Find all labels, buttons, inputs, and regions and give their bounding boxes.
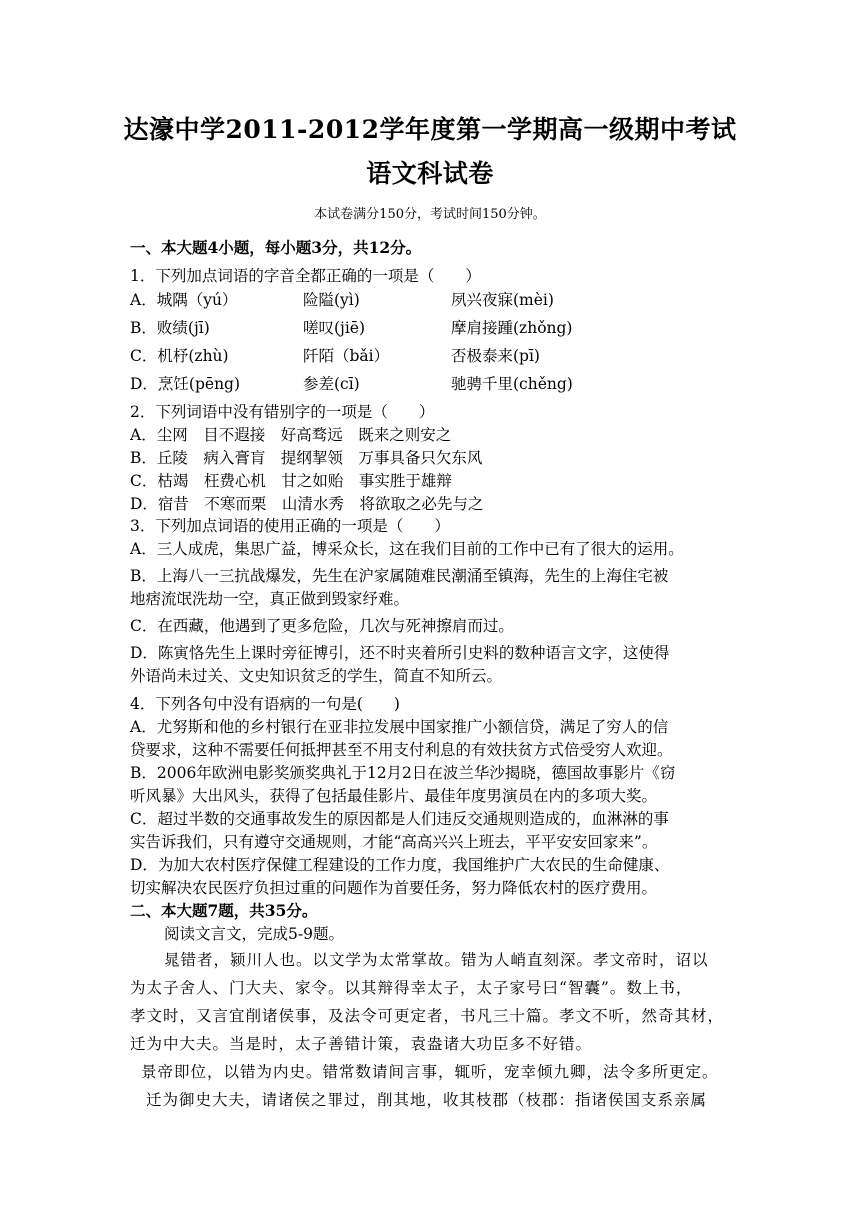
passage-line: 迁为御史大夫，请诸侯之罪过，削其地，收其枝郡（枝郡：指诸侯国支系亲属 bbox=[146, 1091, 708, 1109]
section-heading: 一、本大题4小题，每小题3分，共12分。 bbox=[130, 238, 422, 257]
question-stem: 4．下列各句中没有语病的一句是( ) bbox=[130, 695, 400, 713]
passage-line: 孝文时，又言宜削诸侯事，及法令可更定者，书凡三十篇。孝文不听，然奇其材， bbox=[130, 1007, 725, 1025]
option-line: D．陈寅恪先生上课时旁征博引，还不时夹着所引史料的数种语言文字，这使得 bbox=[130, 644, 670, 662]
option-line: A．三人成虎，集思广益，博采众长，这在我们目前的工作中已有了很大的运用。 bbox=[130, 540, 684, 558]
question-stem: 3．下列加点词语的使用正确的一项是（ ） bbox=[130, 517, 450, 535]
option-d-col1: D．烹饪(pēng) bbox=[130, 375, 241, 393]
exam-note: 本试卷满分150分，考试时间150分钟。 bbox=[314, 207, 546, 222]
passage-line: 迁为中大夫。当是时，太子善错计策，袁盎诸大功臣多不好错。 bbox=[130, 1035, 593, 1053]
option-line: 地痞流氓洗劫一空，真正做到毁家纾难。 bbox=[130, 590, 410, 608]
reading-intro: 阅读文言文，完成5-9题。 bbox=[164, 925, 344, 943]
option-line: D．为加大农村医疗保健工程建设的工作力度，我国维护广大农民的生命健康、 bbox=[130, 856, 670, 874]
option-b-col1: B．败绩(jī) bbox=[130, 319, 210, 337]
page-title-line2: 语文科试卷 bbox=[366, 159, 494, 188]
option-line: D．宿昔 不寒而栗 山清水秀 将欲取之必先与之 bbox=[130, 495, 484, 513]
option-c-col1: C．机杼(zhù) bbox=[130, 347, 229, 365]
option-a-col3: 夙兴夜寐(mèi) bbox=[451, 291, 554, 309]
option-d-col2: 参差(cī) bbox=[303, 375, 360, 393]
option-d-col3: 驰骋千里(chěng) bbox=[451, 375, 573, 393]
option-b-col2: 嗟叹(jiē) bbox=[303, 319, 366, 337]
option-line: C．在西藏，他遇到了更多危险，几次与死神擦肩而过。 bbox=[130, 617, 514, 635]
option-line: 贷要求，这种不需要任何抵押甚至不用支付利息的有效扶贫方式倍受穷人欢迎。 bbox=[130, 741, 673, 759]
option-line: C．超过半数的交通事故发生的原因都是人们违反交通规则造成的，血淋淋的事 bbox=[130, 810, 669, 828]
option-line: 切实解决农民医疗负担过重的问题作为首要任务，努力降低农村的医疗费用。 bbox=[130, 879, 658, 897]
option-c-col2: 阡陌（bǎi） bbox=[303, 347, 390, 365]
option-line: 实告诉我们，只有遵守交通规则，才能“高高兴兴上班去，平平安安回家来”。 bbox=[130, 833, 658, 851]
option-line: A．尤努斯和他的乡村银行在亚非拉发展中国家推广小额信贷，满足了穷人的信 bbox=[130, 718, 669, 736]
option-line: B．上海八一三抗战爆发，先生在沪家属随难民潮涌至镇海，先生的上海住宅被 bbox=[130, 567, 669, 585]
option-line: C．枯竭 枉费心机 甘之如贻 事实胜于雄辩 bbox=[130, 472, 452, 490]
passage-line: 为太子舍人、门大夫、家令。以其辩得幸太子，太子家号曰“智囊”。数上书， bbox=[130, 979, 693, 997]
option-line: B．2006年欧洲电影奖颁奖典礼于12月2日在波兰华沙揭晓，德国故事影片《窃 bbox=[130, 764, 676, 782]
page-title: 达濠中学2011-2012学年度第一学期高一级期中考试 bbox=[123, 115, 737, 144]
question-stem: 2．下列词语中没有错别字的一项是（ ） bbox=[130, 403, 435, 421]
option-line: 外语尚未过关、文史知识贫乏的学生，简直不知所云。 bbox=[130, 667, 503, 685]
option-b-col3: 摩肩接踵(zhǒng) bbox=[451, 319, 573, 337]
option-a-col2: 险隘(yì) bbox=[303, 291, 360, 309]
passage-line: 晁错者，颍川人也。以文学为太常掌故。错为人峭直刻深。孝文帝时，诏以 bbox=[164, 951, 709, 969]
section-heading: 二、本大题7题，共35分。 bbox=[130, 901, 318, 920]
option-line: 听风暴》大出风头，获得了包括最佳影片、最佳年度男演员在内的多项大奖。 bbox=[130, 787, 658, 805]
option-c-col3: 否极泰来(pī) bbox=[451, 347, 540, 365]
option-line: B．丘陵 病入膏肓 提纲挈领 万事具备只欠东风 bbox=[130, 449, 483, 467]
question-stem: 1．下列加点词语的字音全都正确的一项是（ ） bbox=[130, 267, 481, 285]
passage-line: 景帝即位，以错为内史。错常数请间言事，辄听，宠幸倾九卿，法令多所更定。 bbox=[141, 1063, 719, 1081]
option-a-col1: A．城隅（yú） bbox=[130, 291, 238, 309]
option-line: A．尘网 目不遐接 好高骛远 既来之则安之 bbox=[130, 426, 452, 444]
